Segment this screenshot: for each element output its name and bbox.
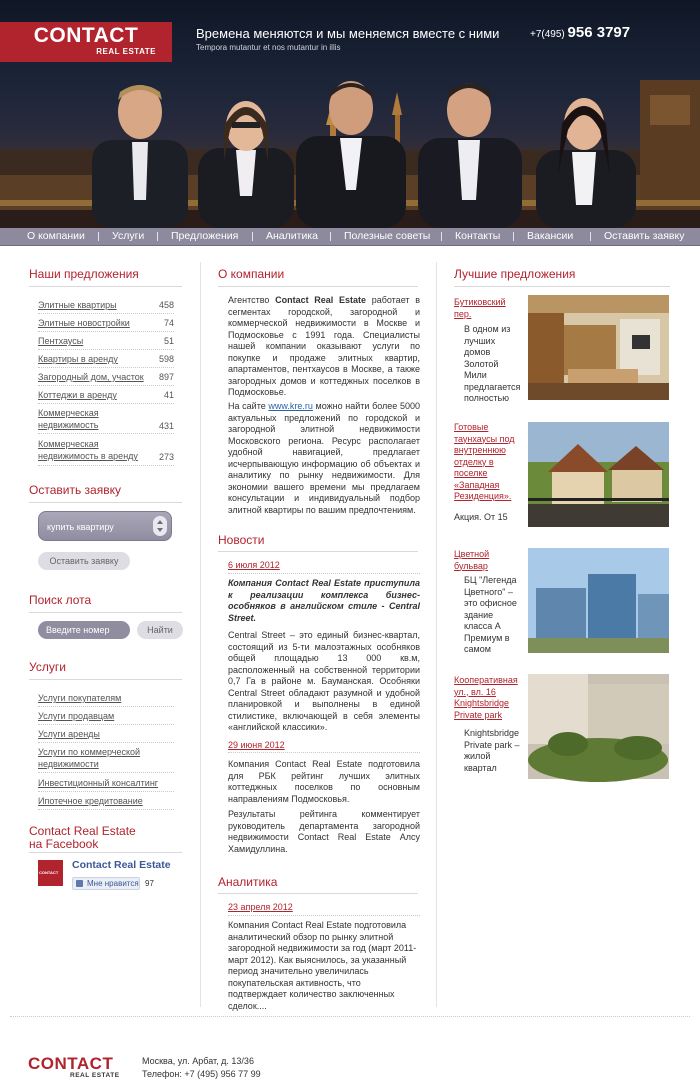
offer-count: 598 (158, 354, 174, 364)
phone-prefix: +7(495) (530, 29, 565, 40)
about-paragraph-2: На сайте www.kre.ru можно найти более 5000 актуальных предложений по городской и загородной элитной недвижимости Московского региона. Ресурс располагает удобной навигацией, предлагает исчерпывающую информацию об объектах и аналитику по рынку недвижимости. Для экономии вашего времени мы предлагаем консультации и индивидуальный подбор элитной квартиры по вашим предпочтениям. (228, 401, 420, 515)
select-arrows-icon[interactable] (153, 516, 167, 536)
column-divider (200, 262, 201, 1007)
nav-item-vacancies[interactable]: Вакансии (527, 230, 574, 242)
lot-search-input[interactable]: Введите номер (38, 621, 130, 639)
best-offer-text: БЦ "Легенда Цветного" – это офисное здание класса А Премиум в самом (464, 575, 517, 654)
divider (38, 791, 174, 792)
nav-item-analytics[interactable]: Аналитика (266, 230, 318, 242)
analytics-date[interactable]: 23 апреля 2012 (228, 902, 293, 912)
nav-item-about[interactable]: О компании (27, 230, 85, 242)
service-link-buyers[interactable]: Услуги покупателям (38, 693, 122, 703)
nav-separator (98, 232, 99, 241)
best-offer-image-business-center[interactable] (528, 548, 669, 653)
service-link-sellers[interactable]: Услуги продавцам (38, 711, 115, 721)
best-offer-link[interactable]: Цветной бульвар (454, 549, 490, 571)
site-link[interactable]: www.kre.ru (268, 401, 313, 411)
analytics-title: Аналитика (218, 875, 278, 889)
facebook-title (29, 825, 136, 851)
nav-item-request[interactable]: Оставить заявку (604, 230, 685, 242)
facebook-title-line2: на Facebook (29, 837, 99, 851)
divider (29, 286, 182, 287)
divider (38, 724, 174, 725)
divider (38, 809, 174, 810)
nav-separator (590, 232, 591, 241)
best-offer-text: Акция. От 15 (454, 512, 508, 522)
search-title: Поиск лота (29, 593, 92, 607)
service-link-commercial[interactable]: Услуги по коммерческой недвижимости (38, 747, 141, 769)
best-offer-link[interactable]: Бутиковский пер. (454, 297, 506, 319)
best-offer-image-residential-park[interactable] (528, 674, 669, 779)
footer-logo-main[interactable]: CONTACT (28, 1054, 114, 1073)
best-offer-image-interior[interactable] (528, 295, 669, 400)
offer-count: 458 (158, 300, 174, 310)
header-slogan: Времена меняются и мы меняемся вместе с ними (196, 26, 500, 41)
footer-phone: Телефон: +7 (495) 956 77 99 (142, 1069, 261, 1079)
best-offer-link[interactable]: Кооперативная ул., вл. 16 Knightsbridge Private park (454, 675, 518, 720)
divider (218, 551, 418, 552)
offer-link-commercial[interactable]: Коммерческая недвижимость (38, 408, 99, 430)
divider (218, 893, 418, 894)
divider (38, 313, 174, 314)
facebook-page-logo[interactable] (38, 860, 63, 886)
column-divider (436, 262, 437, 1007)
offer-count: 273 (158, 452, 174, 462)
nav-item-contacts[interactable]: Контакты (455, 230, 501, 242)
divider (38, 706, 174, 707)
nav-item-services[interactable]: Услуги (112, 230, 145, 242)
nav-separator (252, 232, 253, 241)
best-offers-title: Лучшие предложения (454, 267, 576, 281)
services-title: Услуги (29, 660, 66, 674)
offer-count: 41 (163, 390, 174, 400)
divider (218, 286, 418, 287)
analytics-body: Компания Contact Real Estate подготовила аналитический обзор по рынку элитной загородной недвижимости за год (март 2011-март 2012). Как выяснилось, за указанный период значительно увеличилась покупательская активность, что подтверждает количество заключенных сделок.... (228, 920, 417, 1011)
divider (228, 752, 420, 753)
divider (38, 433, 174, 434)
nav-separator (330, 232, 331, 241)
offer-link-new-buildings[interactable]: Элитные новостройки (38, 318, 130, 328)
service-link-investment[interactable]: Инвестиционный консалтинг (38, 778, 159, 788)
offer-link-country-house[interactable]: Загородный дом, участок (38, 372, 144, 382)
footer-logo-sub: REAL ESTATE (70, 1072, 120, 1079)
divider (38, 385, 174, 386)
news-date[interactable]: 6 июля 2012 (228, 560, 280, 570)
offer-link-elite-apartments[interactable]: Элитные квартиры (38, 300, 117, 310)
facebook-title-line1: Contact Real Estate (29, 824, 136, 838)
news-body: Central Street – это единый бизнес-квартал, состоящий из 5-ти малоэтажных особняков общей площадью 13 000 кв.м, расположенный на собственной территории 0,7 Га в районе м. Бауманская. Особняки Central Street обладают разумной и удобной планировкой и выполнены в единой стилистике, включающей в себя элементы «английской классики». (228, 630, 420, 732)
divider (38, 772, 174, 773)
nav-item-offers[interactable]: Предложения (171, 230, 239, 242)
header-sub-slogan: Tempora mutantur et nos mutantur in illis (196, 43, 341, 52)
best-offer-text: Knightsbridge Private park – жилой квартал (464, 728, 520, 773)
nav-separator (157, 232, 158, 241)
news-title: Новости (218, 533, 265, 547)
divider (29, 852, 182, 853)
nav-separator (513, 232, 514, 241)
news-headline[interactable]: Компания Contact Real Estate приступила к реализации комплекса бизнес-особняков в английском стиле - Central Street. (228, 578, 420, 623)
offer-link-commercial-rent[interactable]: Коммерческая недвижимость в аренду (38, 439, 138, 461)
facebook-like-button[interactable]: Мне нравится (72, 877, 140, 890)
offer-link-cottages-rent[interactable]: Коттеджи в аренду (38, 390, 117, 400)
divider (454, 286, 670, 287)
news-body: Компания Contact Real Estate подготовила для РБК рейтинг лучших элитных коттеджных поселков по основным направлениям Подмосковья. (228, 759, 420, 804)
divider (38, 742, 174, 743)
offer-count: 431 (158, 421, 174, 431)
facebook-like-count: 97 (145, 879, 154, 888)
header-phone (530, 24, 630, 41)
footer-address: Москва, ул. Арбат, д. 13/36 (142, 1056, 254, 1066)
nav-separator (441, 232, 442, 241)
header-banner (0, 0, 700, 228)
divider (38, 349, 174, 350)
news-date[interactable]: 29 июня 2012 (228, 740, 285, 750)
service-link-mortgage[interactable]: Ипотечное кредитование (38, 796, 143, 806)
about-title: О компании (218, 267, 285, 281)
divider (29, 679, 182, 680)
offer-count: 51 (163, 336, 174, 346)
service-link-rent[interactable]: Услуги аренды (38, 729, 100, 739)
best-offer-text: В одном из лучших домов Золотой Мили предлагается полностью (464, 324, 521, 403)
best-offer-image-townhouses[interactable] (528, 422, 669, 527)
header-logo[interactable] (0, 22, 172, 62)
footer-divider (10, 1016, 690, 1017)
logo-sub-text: REAL ESTATE (96, 47, 156, 56)
about-paragraph-1: Агентство Contact Real Estate работает в сегментах городской, загородной и коммерческой недвижимости в Москве и Подмосковье с 1991 года. Специалисты нашей компании оказывают услуги по покупке и продаже элитных квартир, апартаментов, пентхаусов в Москве, а также загородных домов и коттеджных поселков в Подмосковье. (228, 295, 420, 397)
divider (38, 403, 174, 404)
divider (29, 502, 182, 503)
request-type-select[interactable] (38, 511, 172, 541)
search-button[interactable]: Найти (137, 621, 183, 639)
divider (38, 367, 174, 368)
logo-main-text: CONTACT (33, 24, 139, 47)
request-select-value: купить квартиру (47, 522, 114, 532)
offer-link-penthouses[interactable]: Пентхаусы (38, 336, 84, 346)
offer-count: 897 (158, 372, 174, 382)
facebook-page-name[interactable]: Contact Real Estate (72, 859, 171, 871)
submit-request-button[interactable]: Оставить заявку (38, 552, 130, 570)
divider (38, 465, 174, 466)
offer-count: 74 (163, 318, 174, 328)
offer-link-apartments-rent[interactable]: Квартиры в аренду (38, 354, 118, 364)
news-body: Результаты рейтинга комментирует руководитель департамента загородной недвижимости Contact Real Estate Алсу Хамидуллина. (228, 809, 420, 854)
divider (228, 573, 420, 574)
offers-title: Наши предложения (29, 267, 139, 281)
request-title: Оставить заявку (29, 483, 121, 497)
phone-number: 956 3797 (567, 24, 631, 41)
divider (38, 331, 174, 332)
nav-item-tips[interactable]: Полезные советы (344, 230, 431, 242)
best-offer-link[interactable]: Готовые таунхаусы под внутреннюю отделку в поселке «Западная Резиденция». (454, 422, 515, 501)
main-nav (0, 228, 700, 246)
divider (228, 915, 420, 916)
divider (29, 612, 182, 613)
